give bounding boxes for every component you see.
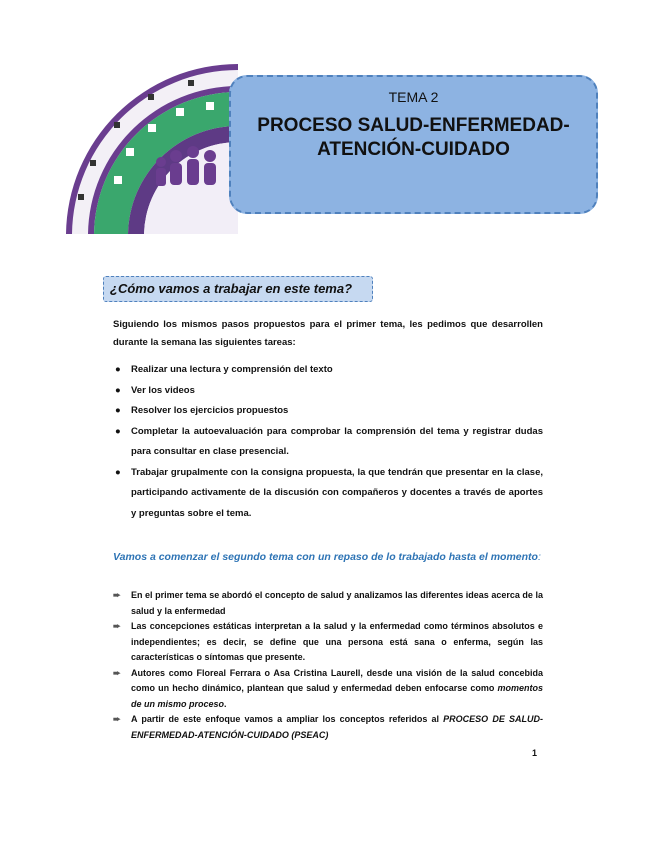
page-number: 1 xyxy=(532,748,538,758)
review-subheading: Vamos a comenzar el segundo tema con un repaso de lo trabajado hasta el momento: xyxy=(113,551,541,563)
task-item: ● Completar la autoevaluación para comprobar la comprensión del tema y registrar dudas para consultar en clase presencial. xyxy=(113,422,543,463)
task-item: ● Resolver los ejercicios propuestos xyxy=(113,401,543,422)
review-item: ➨ Autores como Floreal Ferrara o Asa Cristina Laurell, desde una visión de la salud concebida como un hecho dinámico, plantean que salud y enfermedad deben enfocarse como momentos de un mismo proceso. xyxy=(113,667,543,709)
review-item: ➨ Las concepciones estáticas interpretan a la salud y la enfermedad como términos absolutos e independientes; es decir, se define que una persona está sana o enferma, según las características o síntomas que presente. xyxy=(113,621,543,662)
bullet-icon: ● xyxy=(115,384,121,396)
title-box xyxy=(229,75,598,214)
task-item: ● Realizar una lectura y comprensión del texto xyxy=(113,360,543,381)
task-item: ● Ver los videos xyxy=(113,381,543,402)
bullet-icon: ● xyxy=(115,405,121,416)
intro-paragraph: Siguiendo los mismos pasos propuestos para el primer tema, les pedimos que desarrollen durante la semana las siguientes tareas: xyxy=(113,319,543,348)
title-line-1: PROCESO SALUD-ENFERMEDAD- xyxy=(257,115,570,136)
page-title xyxy=(231,114,596,162)
arrow-bullet-icon: ➨ xyxy=(113,667,121,678)
review-list xyxy=(113,588,543,743)
bullet-icon: ● xyxy=(115,425,121,437)
review-item: ➨ A partir de este enfoque vamos a ampliar los conceptos referidos al PROCESO DE SALUD-ENFERMEDAD-ATENCIÓN-CUIDADO (PSEAC) xyxy=(113,714,543,740)
section-heading: ¿Cómo vamos a trabajar en este tema? xyxy=(103,276,373,302)
task-list xyxy=(113,360,543,524)
bullet-icon: ● xyxy=(115,364,121,375)
task-item: ● Trabajar grupalmente con la consigna propuesta, la que tendrán que presentar en la clase, participando activamente de la discusión con compañeros y docentes a través de aportes y preguntas sobre el tema. xyxy=(113,463,543,525)
arrow-bullet-icon: ➨ xyxy=(113,714,121,724)
health-determinants-logo xyxy=(56,64,238,234)
arrow-bullet-icon: ➨ xyxy=(113,590,121,600)
arrow-bullet-icon: ➨ xyxy=(113,621,121,631)
review-item: ➨ En el primer tema se abordó el concepto de salud y analizamos las diferentes ideas acerca de la salud y la enfermedad xyxy=(113,590,543,616)
title-line-2: ATENCIÓN-CUIDADO xyxy=(317,139,510,160)
bullet-icon: ● xyxy=(115,466,121,478)
tema-label: TEMA 2 xyxy=(388,89,439,105)
